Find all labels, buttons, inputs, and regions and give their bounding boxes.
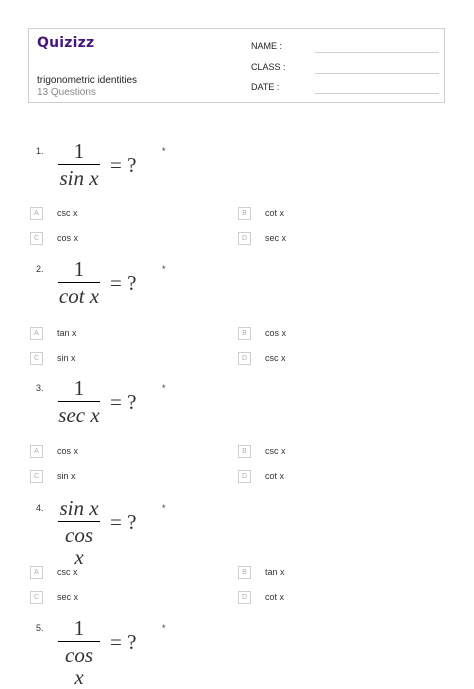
- numerator: 1: [73, 257, 85, 281]
- option-letter-d: D: [238, 470, 251, 483]
- option-text: tan x: [265, 567, 285, 577]
- option-text: sec x: [57, 592, 79, 602]
- option-text: cos x: [265, 328, 287, 338]
- option-letter-c: C: [30, 352, 43, 365]
- question-number: 4.: [36, 503, 44, 513]
- option-letter-b: B: [238, 445, 251, 458]
- option-text: cos x: [57, 446, 79, 456]
- option-text: csc x: [265, 353, 286, 363]
- required-star: *: [162, 146, 166, 156]
- option-text: cos x: [57, 233, 79, 243]
- option-text: csc x: [265, 446, 286, 456]
- option-letter-a: A: [30, 566, 43, 579]
- fraction-bar: [58, 282, 100, 283]
- quizizz-logo: Quizizz: [37, 35, 95, 51]
- name-line: [315, 52, 439, 53]
- fraction-bar: [58, 521, 100, 522]
- option-letter-a: A: [30, 327, 43, 340]
- fraction: [58, 497, 100, 568]
- name-label: NAME :: [251, 41, 283, 51]
- denominator: cos x: [65, 523, 93, 569]
- option-text: cot x: [265, 592, 285, 602]
- option-text: cot x: [265, 471, 285, 481]
- option-letter-a: A: [30, 207, 43, 220]
- fraction: [58, 377, 100, 426]
- question-number: 1.: [36, 146, 44, 156]
- option-letter-d: D: [238, 591, 251, 604]
- fraction: [58, 258, 100, 307]
- denominator: sin x: [59, 166, 99, 190]
- worksheet-title: trigonometric identities: [37, 75, 138, 86]
- option-letter-c: C: [30, 470, 43, 483]
- option-letter-d: D: [238, 352, 251, 365]
- option-text: sin x: [57, 471, 76, 481]
- fraction-bar: [58, 164, 100, 165]
- option-text: tan x: [57, 328, 77, 338]
- option-letter-a: A: [30, 445, 43, 458]
- required-star: *: [162, 623, 166, 633]
- fraction: [58, 617, 100, 688]
- equals-question: = ?: [110, 630, 137, 654]
- question-number: 3.: [36, 383, 44, 393]
- denominator: cos x: [65, 643, 93, 689]
- equals-question: = ?: [110, 271, 137, 295]
- option-text: sec x: [265, 233, 287, 243]
- option-letter-b: B: [238, 566, 251, 579]
- required-star: *: [162, 383, 166, 393]
- option-text: sin x: [57, 353, 76, 363]
- question-number: 5.: [36, 623, 44, 633]
- option-letter-b: B: [238, 327, 251, 340]
- denominator: sec x: [58, 403, 100, 427]
- question-number: 2.: [36, 264, 44, 274]
- denominator: cot x: [58, 284, 100, 308]
- fraction-bar: [58, 401, 100, 402]
- fraction-bar: [58, 641, 100, 642]
- option-text: cot x: [265, 208, 285, 218]
- option-text: csc x: [57, 567, 78, 577]
- equals-question: = ?: [110, 390, 137, 414]
- numerator: sin x: [59, 496, 99, 520]
- equals-question: = ?: [110, 510, 137, 534]
- class-line: [315, 73, 439, 74]
- question-count: 13 Questions: [37, 87, 96, 98]
- option-text: csc x: [57, 208, 78, 218]
- equals-question: = ?: [110, 153, 137, 177]
- numerator: 1: [73, 139, 85, 163]
- option-letter-c: C: [30, 232, 43, 245]
- worksheet-header: [28, 28, 445, 103]
- class-label: CLASS :: [251, 62, 286, 72]
- date-label: DATE :: [251, 82, 280, 92]
- fraction: [58, 140, 100, 189]
- option-letter-d: D: [238, 232, 251, 245]
- option-letter-c: C: [30, 591, 43, 604]
- numerator: 1: [73, 376, 85, 400]
- date-line: [315, 93, 439, 94]
- option-letter-b: B: [238, 207, 251, 220]
- required-star: *: [162, 503, 166, 513]
- required-star: *: [162, 264, 166, 274]
- numerator: 1: [73, 616, 85, 640]
